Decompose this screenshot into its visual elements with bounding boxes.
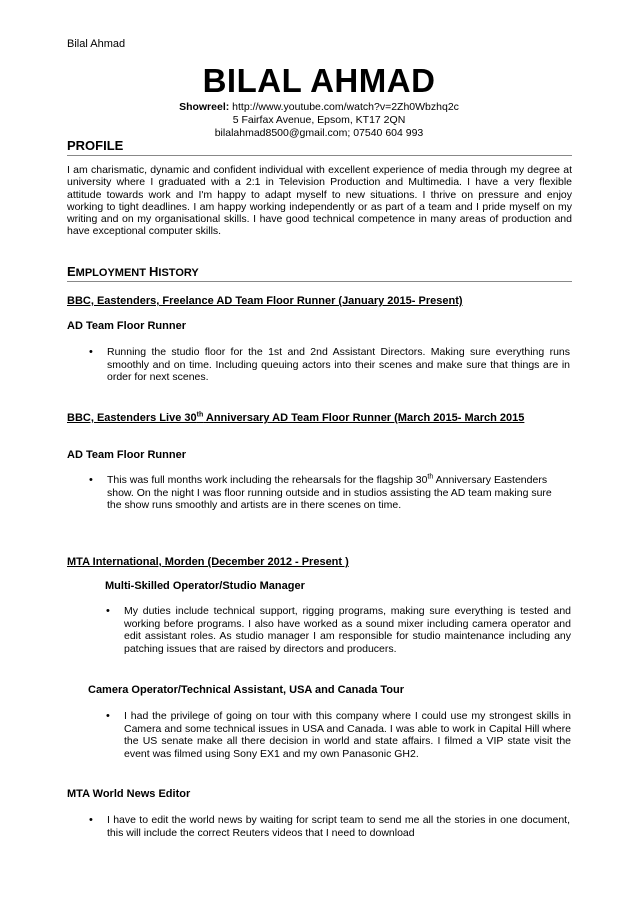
job-role-1: AD Team Floor Runner: [67, 320, 186, 332]
job-role-4: MTA World News Editor: [67, 788, 191, 800]
list-item: • I had the privilege of going on tour with this company where I could use my strongest skills in Camera and some technical issues in USA and Canada. I was able to work in Capital Hill where the US senate make all there decision in world and state affairs. I filmed a VIP state visit the event was filmed using Sony EX1 and my own Panasonic GH2.: [106, 710, 571, 760]
bullet-icon: •: [106, 710, 110, 722]
showreel-line: [0, 101, 638, 113]
list-item: • I have to edit the world news by waiting for script team to send me all the stories in one document, this will include the correct Reuters videos that I need to download: [89, 814, 570, 839]
job-role-2: AD Team Floor Runner: [67, 449, 186, 461]
employment-heading: EMPLOYMENT HISTORY: [67, 264, 572, 282]
bullet-icon: •: [89, 474, 93, 486]
bullet-icon: •: [89, 346, 93, 358]
email-phone-line[interactable]: bilalahmad8500@gmail.com; 07540 604 993: [214, 127, 424, 139]
running-header: Bilal Ahmad: [67, 38, 126, 50]
list-item: • Running the studio floor for the 1st and 2nd Assistant Directors. Making sure everything runs smoothly and on time. Including queuing actors into their scenes and make sure that things are in order for next scenes.: [89, 346, 570, 384]
list-item: • My duties include technical support, rigging programs, making sure everything is tested and working before programs. I also have worked as a sound mixer including camera operator and edit assistant roles. As studio manager I am responsible for studio maintenance including any patching issues that are raised by directors and producers.: [106, 605, 571, 655]
job-role-3b: Camera Operator/Technical Assistant, USA and Canada Tour: [88, 684, 405, 696]
showreel-link[interactable]: http://www.youtube.com/watch?v=2Zh0Wbzhq2c: [232, 101, 459, 113]
job-title-2: BBC, Eastenders Live 30th Anniversary AD Team Floor Runner (March 2015- March 2015: [67, 411, 525, 424]
list-item: • This was full months work including the rehearsals for the flagship 30th Anniversary Eastenders show. On the night I was floor running outside and in studios assisting the AD team making sure the show runs smoothly and artists are in there scenes on time.: [89, 473, 552, 512]
address-line: 5 Fairfax Avenue, Epsom, KT17 2QN: [232, 114, 406, 126]
job-title-3: MTA International, Morden (December 2012 - Present ): [67, 556, 349, 568]
bullet-icon: •: [106, 605, 110, 617]
profile-heading: PROFILE: [67, 138, 572, 156]
showreel-label: Showreel:: [179, 101, 230, 113]
job-role-3a: Multi-Skilled Operator/Studio Manager: [105, 580, 305, 592]
bullet-icon: •: [89, 814, 93, 826]
profile-text: I am charismatic, dynamic and confident individual with excellent experience of media through my degree at university where I graduated with a 2:1 in Television Production and Multimedia. I have a very flexible attitude towards work and I'm happy to adapt myself to new situations. I thrive on pressure and enjoy working to tight deadlines. I am happy working independently or as part of a team and I pride myself on my writing and on my organisational skills. I have good technical competence in many areas of production and have exceptional computer skills.: [67, 164, 572, 238]
job-title-1: BBC, Eastenders, Freelance AD Team Floor Runner (January 2015- Present): [67, 295, 463, 307]
candidate-name: BILAL AHMAD: [202, 62, 436, 99]
